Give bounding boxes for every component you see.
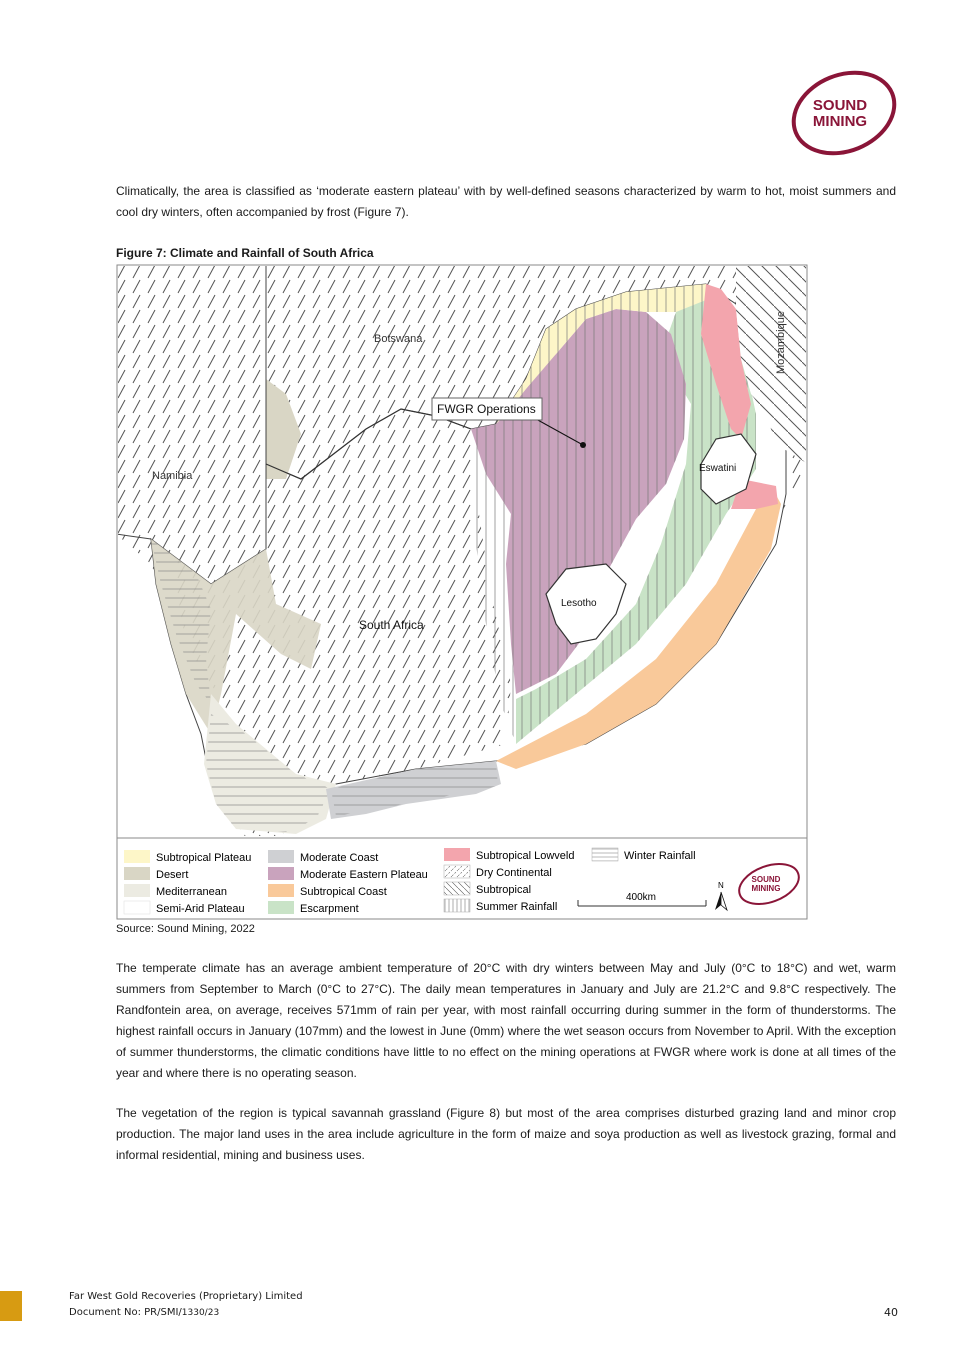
legend-label: Subtropical Coast <box>300 886 387 898</box>
label-fwgr: FWGR Operations <box>437 402 536 416</box>
label-botswana: Botswana <box>374 333 423 345</box>
legend-swatch <box>268 850 294 863</box>
intro-paragraph: Climatically, the area is classified as ‘moderate eastern plateau’ with by well-defined seasons characterized by warm to hot, moist summers and cool dry winters, often accompanied by frost (Figure 7). <box>116 184 896 219</box>
logo-line2: MINING <box>812 113 868 130</box>
legend-label: Moderate Eastern Plateau <box>300 869 428 881</box>
svg-text:N: N <box>718 881 724 890</box>
logo-line1: SOUND <box>812 97 868 114</box>
legend-label: Moderate Coast <box>300 852 379 864</box>
legend-label: Subtropical Lowveld <box>476 850 575 862</box>
label-namibia: Namibia <box>152 470 193 482</box>
legend-label: Desert <box>156 869 189 881</box>
legend-swatch <box>268 867 294 880</box>
legend-swatch <box>444 882 470 895</box>
climate-paragraph: The temperate climate has an average ambient temperature of 20°C with dry winters between May and July (0°C to 18°C) and wet, warm summers from September to March (0°C to 27°C). The daily mean temperatures in January and July are 21.2°C and 9.8°C respectively. The Randfontein area, on average, receives 571mm of rain per year, with most rainfall occurring during summer in the form of thunderstorms. The highest rainfall occurs in January (107mm) and the lowest in June (0mm) where the wet season occurs from November to April. With the exception of summer thunderstorms, the climatic conditions have little to no effect on the mining operations at FWGR where work is done at all times of the year and where there is no operating season. <box>116 961 896 1080</box>
label-south-africa: South Africa <box>359 618 424 632</box>
legend-label: Subtropical Plateau <box>156 852 252 864</box>
legend-swatch <box>268 884 294 897</box>
scale-label: 400km <box>626 892 657 903</box>
legend-label: Winter Rainfall <box>624 850 696 862</box>
legend-swatch <box>444 848 470 861</box>
legend-swatch <box>124 901 150 914</box>
figure-title: Figure 7: Climate and Rainfall of South Africa <box>116 246 374 260</box>
doc-number: 1330/23 <box>181 1308 220 1318</box>
label-mozambique: Mozambique <box>775 311 787 374</box>
doc-prefix: Document No: PR/SMI/ <box>69 1307 182 1318</box>
svg-text:MINING: MINING <box>751 884 781 893</box>
page-number: 40 <box>884 1306 898 1319</box>
legend-swatch <box>124 867 150 880</box>
legend-swatch <box>124 884 150 897</box>
legend-swatch <box>268 901 294 914</box>
label-eswatini: Eswatini <box>699 463 737 474</box>
legend-label: Dry Continental <box>476 867 552 879</box>
legend-label: Semi-Arid Plateau <box>156 903 245 915</box>
climate-map <box>116 264 808 920</box>
svg-text:SOUND: SOUND <box>751 875 781 884</box>
legend-swatch <box>444 865 470 878</box>
legend-label: Mediterranean <box>156 886 227 898</box>
footer-company: Far West Gold Recoveries (Proprietary) Limited <box>69 1291 303 1302</box>
legend-label: Summer Rainfall <box>476 901 558 913</box>
sound-mining-logo <box>788 68 900 158</box>
vegetation-paragraph: The vegetation of the region is typical savannah grassland (Figure 8) but most of the area comprises disturbed grazing land and minor crop production. The major land uses in the area include agriculture in the form of maize and soya production as well as livestock grazing, formal and informal residential, mining and business uses. <box>116 1106 896 1162</box>
footer-document-number <box>69 1307 219 1318</box>
legend-label: Escarpment <box>300 903 359 915</box>
legend-swatch <box>444 899 470 912</box>
label-lesotho: Lesotho <box>561 598 597 609</box>
legend-swatch <box>592 848 618 861</box>
legend-label: Subtropical <box>476 884 532 896</box>
figure-source: Source: Sound Mining, 2022 <box>116 923 255 935</box>
footer-accent-bar <box>0 1291 22 1321</box>
legend-swatch <box>124 850 150 863</box>
